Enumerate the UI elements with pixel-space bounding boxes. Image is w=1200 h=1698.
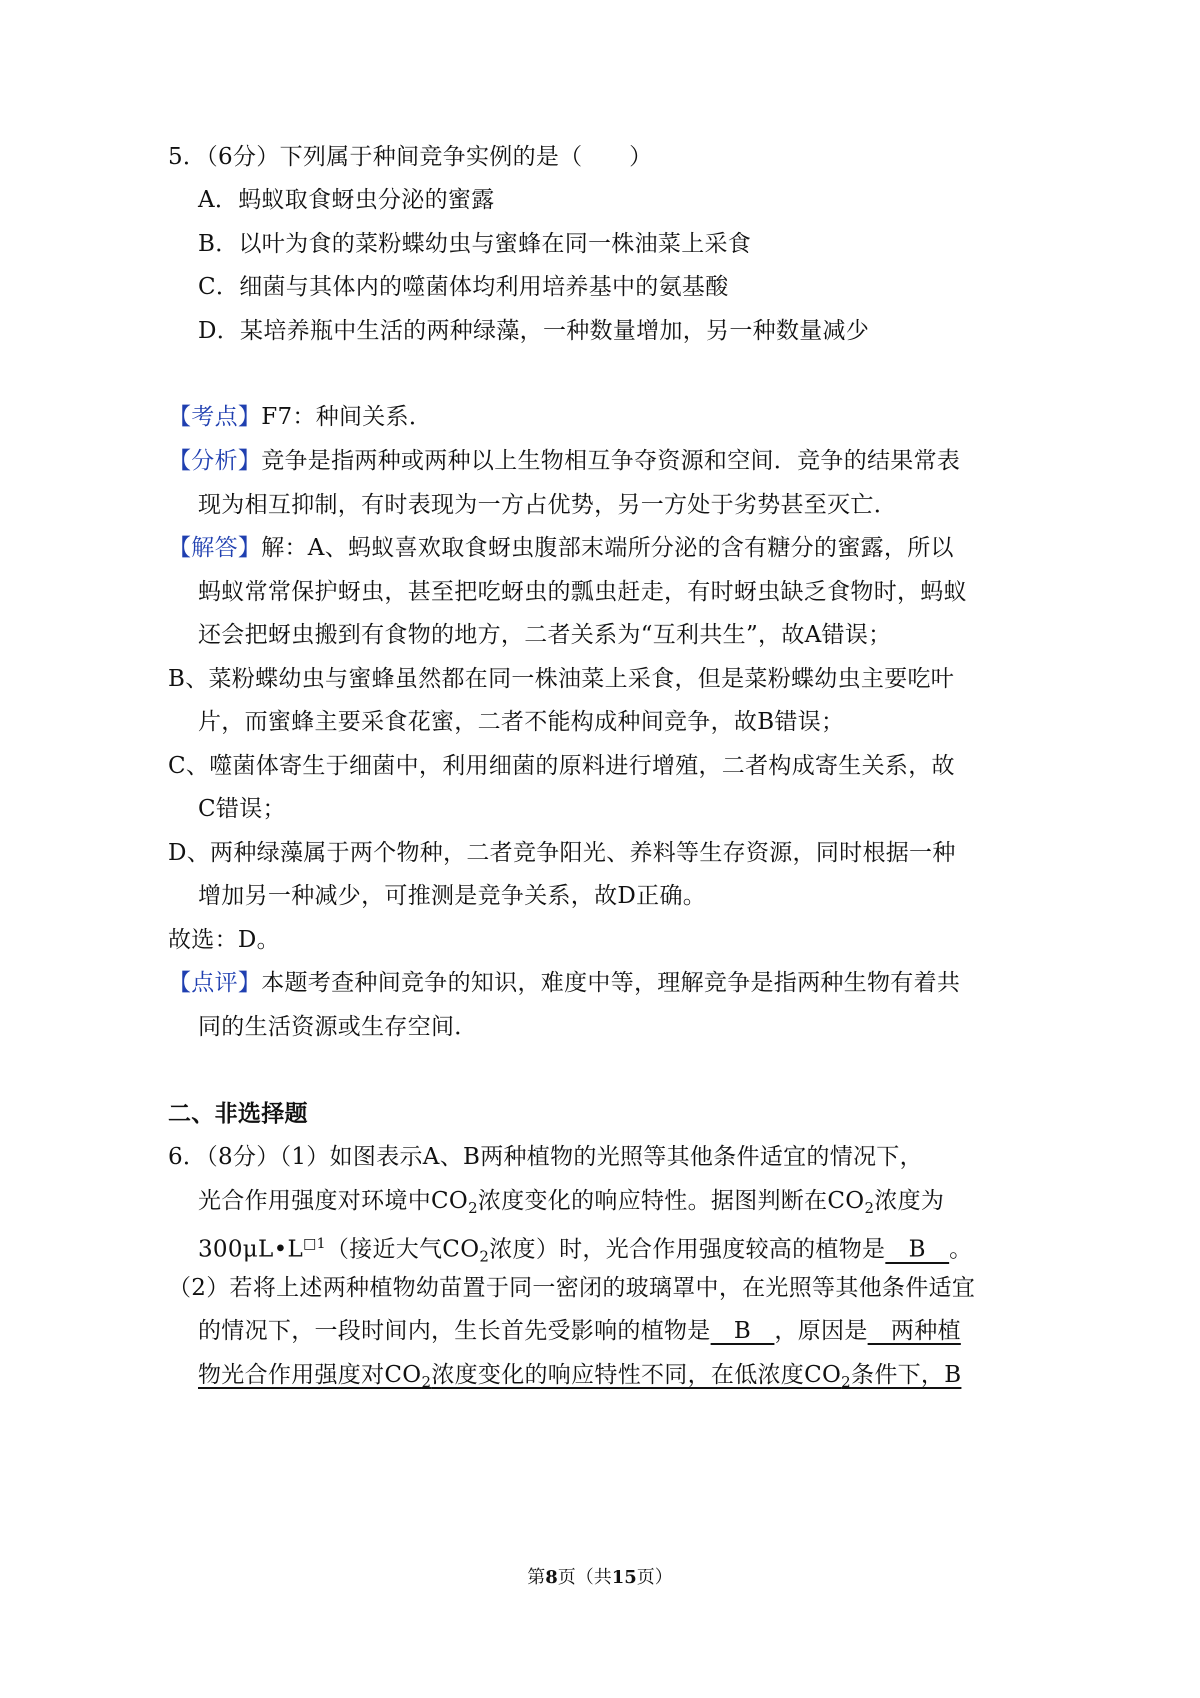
text-fragment: 。 (949, 1236, 973, 1263)
dianping-line-2: 同的生活资源或生存空间． (198, 1014, 478, 1040)
kaodian-tag: 【考点】 (168, 404, 262, 430)
jieda-line-6: C、噬菌体寄生于细菌中，利用细菌的原料进行增殖，二者构成寄生关系，故 (168, 753, 955, 779)
jieda-line-5: 片，而蜜蜂主要采食花蜜，二者不能构成种间竞争，故B错误； (198, 709, 845, 735)
jieda-line-8: D、两种绿藻属于两个物种，二者竞争阳光、养料等生存资源，同时根据一种 (168, 840, 956, 866)
jieda-line-9: 增加另一种减少，可推测是竞争关系，故D正确。 (198, 883, 707, 909)
text-fragment: 物光合作用强度对CO (198, 1362, 422, 1388)
question-6-line-3 (198, 1229, 972, 1272)
jieda-line-2: 蚂蚁常常保护蚜虫，甚至把吃蚜虫的瓢虫赶走，有时蚜虫缺乏食物时，蚂蚁 (198, 579, 967, 605)
jieda-line-4: B、菜粉蝶幼虫与蜜蜂虽然都在同一株油菜上采食，但是菜粉蝶幼虫主要吃叶 (168, 666, 955, 692)
text-fragment: （接近大气CO (325, 1236, 480, 1263)
superscript: □1 (303, 1236, 326, 1252)
fenxi-tag: 【分析】 (168, 448, 262, 474)
text-fragment: 的情况下，一段时间内，生长首先受影响的植物是 (198, 1318, 711, 1344)
section-title: 二、非选择题 (168, 1100, 308, 1127)
fenxi-line-2: 现为相互抑制，有时表现为一方占优势，另一方处于劣势甚至灭亡． (198, 492, 897, 518)
answer-blank: 两种植 (867, 1318, 961, 1344)
text-fragment: 300μL•L (198, 1236, 304, 1263)
option-a: A．蚂蚁取食蚜虫分泌的蜜露 (198, 187, 495, 213)
footer-text: 第 (527, 1567, 546, 1588)
text-fragment: 光合作用强度对环境中CO (198, 1188, 469, 1214)
fenxi-line-1 (168, 446, 960, 476)
question-6-line-5 (198, 1316, 961, 1346)
subscript: 2 (468, 1199, 478, 1217)
jieda-tag: 【解答】 (168, 535, 262, 561)
text-fragment: 浓度变化的响应特性。据图判断在CO (477, 1188, 865, 1214)
page-number: 8 (545, 1567, 558, 1588)
text-fragment: 条件下，B (851, 1362, 962, 1388)
subscript: 2 (841, 1373, 852, 1391)
footer-text: 页） (636, 1567, 673, 1588)
kaodian-text: F7：种间关系． (261, 404, 433, 430)
question-6-line-1: 6．（8分）（1）如图表示A、B两种植物的光照等其他条件适宜的情况下， (168, 1144, 923, 1170)
question-6-line-2 (198, 1186, 944, 1223)
question-5-stem: 5．（6分）下列属于种间竞争实例的是（ ） (168, 144, 653, 170)
option-d: D．某培养瓶中生活的两种绿藻，一种数量增加，另一种数量减少 (198, 318, 870, 344)
dianping-text: 本题考查种间竞争的知识，难度中等，理解竞争是指两种生物有着共 (261, 970, 961, 996)
dianping-line-1 (168, 968, 960, 998)
text-fragment: ，原因是 (774, 1318, 868, 1344)
subscript: 2 (864, 1199, 875, 1217)
question-6-line-6 (198, 1360, 961, 1397)
jieda-line-1 (168, 533, 954, 563)
dianping-tag: 【点评】 (168, 970, 262, 996)
subscript: 2 (421, 1373, 432, 1391)
answer-blank: B (710, 1318, 775, 1344)
jieda-line-7: C错误； (198, 796, 286, 822)
fenxi-text: 竞争是指两种或两种以上生物相互争夺资源和空间．竞争的结果常表 (261, 448, 961, 474)
subscript: 2 (479, 1247, 490, 1266)
text-fragment: 浓度变化的响应特性不同，在低浓度CO (431, 1362, 842, 1388)
kaodian-line (168, 402, 432, 432)
text-fragment: 浓度为 (874, 1188, 945, 1214)
jieda-text: 解：A、蚂蚁喜欢取食蚜虫腹部末端所分泌的含有糖分的蜜露，所以 (261, 535, 954, 561)
jieda-line-3: 还会把蚜虫搬到有食物的地方，二者关系为“互利共生”，故A错误； (198, 622, 892, 648)
answer-blank: B (885, 1236, 950, 1263)
total-pages: 15 (611, 1567, 637, 1588)
question-6-line-4: （2）若将上述两种植物幼苗置于同一密闭的玻璃罩中，在光照等其他条件适宜 (168, 1275, 976, 1301)
option-c: C．细菌与其体内的噬菌体均利用培养基中的氨基酸 (198, 274, 729, 300)
option-b: B．以叶为食的菜粉蝶幼虫与蜜蜂在同一株油菜上采食 (198, 231, 752, 257)
text-fragment: 浓度）时，光合作用强度较高的植物是 (489, 1236, 886, 1263)
page-footer (0, 1563, 1200, 1589)
footer-text: 页（共 (557, 1567, 612, 1588)
answer-line: 故选：D。 (168, 927, 280, 953)
